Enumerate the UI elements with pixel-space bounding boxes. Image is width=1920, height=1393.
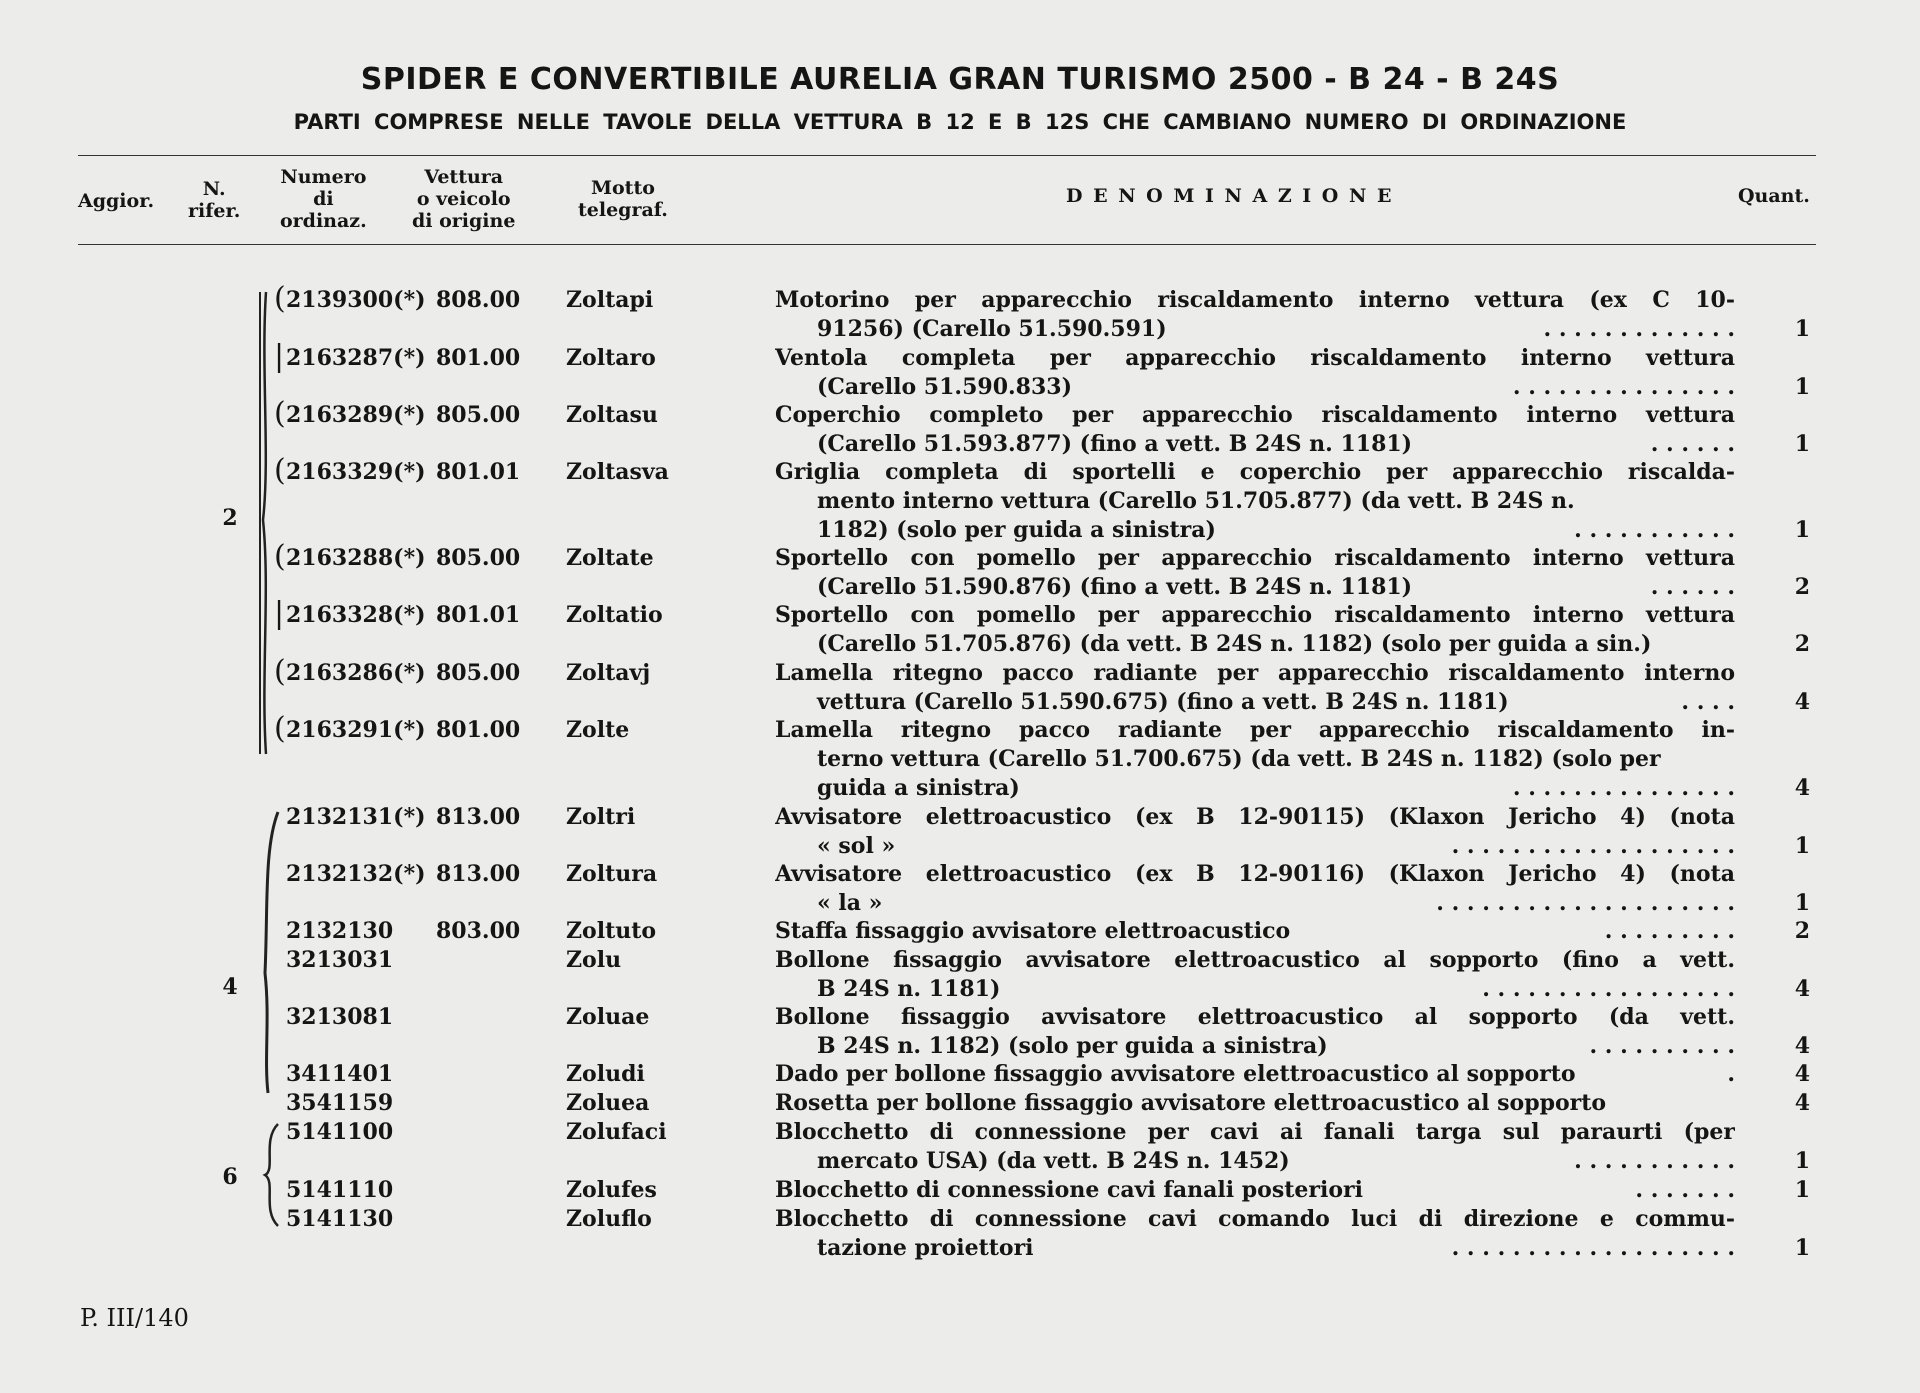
part-number: 3213031 — [286, 947, 394, 973]
part-description — [775, 917, 1735, 946]
row-bracket: | — [274, 596, 285, 631]
part-number: 2163291(*) — [286, 717, 426, 743]
leader-dots: . . . . . . . . . . . . . — [1543, 316, 1735, 342]
quantity: 1 — [1794, 431, 1810, 457]
description-line: Lamella ritegno pacco radiante per apparecchio riscaldamento in- — [775, 717, 1735, 743]
description-line: tazione proiettori . . . . . . . . . . . . . . . . . . . — [817, 1235, 1735, 1261]
description-line: « sol » . . . . . . . . . . . . . . . . . . . — [817, 833, 1735, 859]
header-denominazione: D E N O M I N A Z I O N E — [1066, 185, 1394, 207]
leader-dots: . . . . . . . . . . — [1589, 1033, 1735, 1059]
description-line: Sportello con pomello per apparecchio riscaldamento interno vettura — [775, 545, 1735, 571]
description-line: 1182) (solo per guida a sinistra) . . . . . . . . . . . — [817, 517, 1735, 543]
aggior-group-value: 4 — [222, 974, 238, 1000]
part-description — [775, 401, 1735, 459]
aggior-group-value: 6 — [222, 1164, 238, 1190]
part-description — [775, 1003, 1735, 1061]
part-number: 5141110 — [286, 1177, 394, 1203]
description-line: Bollone fissaggio avvisatore elettroacustico al sopporto (da vett. — [775, 1004, 1735, 1030]
header-nrifer: N. rifer. — [188, 178, 241, 222]
description-line: (Carello 51.590.876) (fino a vett. B 24S n. 1181) . . . . . . — [817, 574, 1735, 600]
part-number: 2163328(*) — [286, 602, 426, 628]
part-number: 5141130 — [286, 1206, 394, 1232]
telegraph-code: Zoltavj — [566, 660, 651, 686]
part-description — [775, 458, 1735, 545]
part-description — [775, 1205, 1735, 1263]
description-line: Blocchetto di connessione per cavi ai fanali targa sul paraurti (per — [775, 1119, 1735, 1145]
vehicle-origin: 801.01 — [436, 602, 521, 628]
header-bottom-rule — [78, 244, 1816, 245]
description-line: Sportello con pomello per apparecchio riscaldamento interno vettura — [775, 602, 1735, 628]
description-line: Staffa fissaggio avvisatore elettroacustico . . . . . . . . . — [775, 918, 1735, 944]
part-description — [775, 803, 1735, 861]
telegraph-code: Zoltri — [566, 804, 636, 830]
vehicle-origin: 805.00 — [436, 660, 521, 686]
leader-dots: . . . . . . — [1650, 574, 1735, 600]
part-number: 2163289(*) — [286, 402, 426, 428]
quantity: 4 — [1794, 689, 1810, 715]
part-number: 2163329(*) — [286, 459, 426, 485]
part-description — [775, 946, 1735, 1004]
description-line: (Carello 51.590.833) . . . . . . . . . . . . . . . — [817, 374, 1735, 400]
leader-dots: . . . . . . . . . . . — [1574, 517, 1735, 543]
telegraph-code: Zoltasva — [566, 459, 669, 485]
telegraph-code: Zolte — [566, 717, 630, 743]
row-bracket: ( — [274, 396, 286, 431]
group-brace — [256, 808, 286, 1098]
description-line: Avvisatore elettroacustico (ex B 12-90116) (Klaxon Jericho 4) (nota — [775, 861, 1735, 887]
part-description — [775, 1176, 1735, 1205]
quantity: 1 — [1794, 1148, 1810, 1174]
header-vettura: Vettura o veicolo di origine — [412, 166, 516, 232]
description-line: guida a sinistra) . . . . . . . . . . . . . . . — [817, 775, 1735, 801]
leader-dots: . . . . . . . . . . . . . . . . . — [1482, 976, 1735, 1002]
telegraph-code: Zoltatio — [566, 602, 663, 628]
telegraph-code: Zoluflo — [566, 1206, 652, 1232]
quantity: 1 — [1794, 1235, 1810, 1261]
description-line: 91256) (Carello 51.590.591) . . . . . . . . . . . . . — [817, 316, 1735, 342]
part-description — [775, 860, 1735, 918]
quantity: 2 — [1794, 574, 1810, 600]
description-line: B 24S n. 1182) (solo per guida a sinistra) . . . . . . . . . . — [817, 1033, 1735, 1059]
telegraph-code: Zoltura — [566, 861, 658, 887]
description-line: Coperchio completo per apparecchio riscaldamento interno vettura — [775, 402, 1735, 428]
telegraph-code: Zolufaci — [566, 1119, 667, 1145]
leader-dots: . . . . . . . — [1635, 1177, 1735, 1203]
leader-dots: . . . . . . — [1650, 431, 1735, 457]
telegraph-code: Zoluea — [566, 1090, 650, 1116]
quantity: 4 — [1794, 1090, 1810, 1116]
leader-dots: . . . . . . . . . . . . . . . — [1512, 374, 1735, 400]
telegraph-code: Zoltasu — [566, 402, 658, 428]
leader-dots: . . . . . . . . . . . . . . . . . . . — [1451, 833, 1735, 859]
description-line: mercato USA) (da vett. B 24S n. 1452) . . . . . . . . . . . — [817, 1148, 1735, 1174]
description-line: Lamella ritegno pacco radiante per apparecchio riscaldamento interno — [775, 660, 1735, 686]
description-line: Dado per bollone fissaggio avvisatore elettroacustico al sopporto . — [775, 1061, 1735, 1087]
part-description — [775, 1060, 1735, 1089]
description-line: Ventola completa per apparecchio riscaldamento interno vettura — [775, 345, 1735, 371]
part-description — [775, 1118, 1735, 1176]
aggior-group-value: 2 — [222, 505, 238, 531]
description-line: Blocchetto di connessione cavi comando luci di direzione e commu- — [775, 1206, 1735, 1232]
part-number: 2139300(*) — [286, 287, 426, 313]
quantity: 4 — [1794, 1033, 1810, 1059]
description-line: (Carello 51.593.877) (fino a vett. B 24S n. 1181) . . . . . . — [817, 431, 1735, 457]
page-number: P. III/140 — [80, 1304, 189, 1332]
quantity: 1 — [1794, 374, 1810, 400]
part-description — [775, 1089, 1735, 1118]
telegraph-code: Zoltaro — [566, 345, 656, 371]
part-description — [775, 659, 1735, 717]
vehicle-origin: 801.00 — [436, 345, 521, 371]
vehicle-origin: 813.00 — [436, 804, 521, 830]
leader-dots: . . . . . . . . . . . . . . . . . . . — [1451, 1235, 1735, 1261]
description-line: mento interno vettura (Carello 51.705.877) (da vett. B 24S n. — [817, 488, 1575, 514]
quantity: 4 — [1794, 976, 1810, 1002]
row-bracket: ( — [274, 281, 286, 316]
vehicle-origin: 801.01 — [436, 459, 521, 485]
quantity: 4 — [1794, 1061, 1810, 1087]
vehicle-origin: 805.00 — [436, 545, 521, 571]
vehicle-origin: 813.00 — [436, 861, 521, 887]
leader-dots: . . . . . . . . . . . . . . . . . . . . — [1436, 890, 1735, 916]
part-number: 2163286(*) — [286, 660, 426, 686]
telegraph-code: Zoltate — [566, 545, 654, 571]
part-number: 2132131(*) — [286, 804, 426, 830]
quantity: 4 — [1794, 775, 1810, 801]
part-description — [775, 344, 1735, 402]
row-bracket: ( — [274, 539, 286, 574]
header-quant: Quant. — [1738, 185, 1810, 207]
description-line: Motorino per apparecchio riscaldamento interno vettura (ex C 10- — [775, 287, 1735, 313]
row-bracket: ( — [274, 711, 286, 746]
vehicle-origin: 803.00 — [436, 918, 521, 944]
page-subtitle: PARTI COMPRESE NELLE TAVOLE DELLA VETTURA B 12 E B 12S CHE CAMBIANO NUMERO DI ORDINAZIONE — [293, 110, 1627, 134]
quantity: 2 — [1794, 631, 1810, 657]
part-description — [775, 544, 1735, 602]
description-line: (Carello 51.705.876) (da vett. B 24S n. 1182) (solo per guida a sin.) — [817, 631, 1652, 657]
leader-dots: . . . . . . . . . . . — [1574, 1148, 1735, 1174]
description-line: vettura (Carello 51.590.675) (fino a vett. B 24S n. 1181) . . . . — [817, 689, 1735, 715]
group-brace — [256, 1120, 286, 1230]
telegraph-code: Zoltapi — [566, 287, 654, 313]
part-description — [775, 601, 1735, 659]
telegraph-code: Zoludi — [566, 1061, 645, 1087]
part-number: 3213081 — [286, 1004, 394, 1030]
telegraph-code: Zoluae — [566, 1004, 650, 1030]
header-numero: Numero di ordinaz. — [280, 166, 367, 232]
telegraph-code: Zolufes — [566, 1177, 657, 1203]
header-top-rule — [78, 155, 1816, 156]
vehicle-origin: 801.00 — [436, 717, 521, 743]
quantity: 1 — [1794, 833, 1810, 859]
description-line: Blocchetto di connessione cavi fanali posteriori . . . . . . . — [775, 1177, 1735, 1203]
part-number: 3541159 — [286, 1090, 394, 1116]
quantity: 1 — [1794, 1177, 1810, 1203]
page-title: SPIDER E CONVERTIBILE AURELIA GRAN TURISMO 2500 - B 24 - B 24S — [360, 62, 1560, 97]
description-line: Rosetta per bollone fissaggio avvisatore elettroacustico al sopporto — [775, 1090, 1607, 1116]
quantity: 2 — [1794, 918, 1810, 944]
row-bracket: ( — [274, 654, 286, 689]
header-motto: Motto telegraf. — [578, 177, 668, 221]
description-line: Griglia completa di sportelli e coperchio per apparecchio riscalda- — [775, 459, 1735, 485]
leader-dots: . — [1727, 1061, 1735, 1087]
part-description — [775, 716, 1735, 803]
telegraph-code: Zoltuto — [566, 918, 657, 944]
part-number: 5141100 — [286, 1119, 394, 1145]
row-bracket: ( — [274, 453, 286, 488]
part-number: 2163287(*) — [286, 345, 426, 371]
part-number: 2132130 — [286, 918, 394, 944]
quantity: 1 — [1794, 316, 1810, 342]
quantity: 1 — [1794, 517, 1810, 543]
part-number: 2163288(*) — [286, 545, 426, 571]
quantity: 1 — [1794, 890, 1810, 916]
description-line: « la » . . . . . . . . . . . . . . . . . . . . — [817, 890, 1735, 916]
header-aggior: Aggior. — [78, 190, 155, 212]
part-number: 3411401 — [286, 1061, 394, 1087]
vehicle-origin: 805.00 — [436, 402, 521, 428]
description-line: terno vettura (Carello 51.700.675) (da vett. B 24S n. 1182) (solo per — [817, 746, 1661, 772]
description-line: Bollone fissaggio avvisatore elettroacustico al sopporto (fino a vett. — [775, 947, 1735, 973]
part-number: 2132132(*) — [286, 861, 426, 887]
leader-dots: . . . . — [1681, 689, 1735, 715]
vehicle-origin: 808.00 — [436, 287, 521, 313]
telegraph-code: Zolu — [566, 947, 622, 973]
leader-dots: . . . . . . . . . . . . . . . — [1512, 775, 1735, 801]
description-line: Avvisatore elettroacustico (ex B 12-90115) (Klaxon Jericho 4) (nota — [775, 804, 1735, 830]
row-bracket: | — [274, 339, 285, 374]
part-description — [775, 286, 1735, 344]
description-line: B 24S n. 1181) . . . . . . . . . . . . . . . . . — [817, 976, 1735, 1002]
leader-dots: . . . . . . . . . — [1604, 918, 1735, 944]
